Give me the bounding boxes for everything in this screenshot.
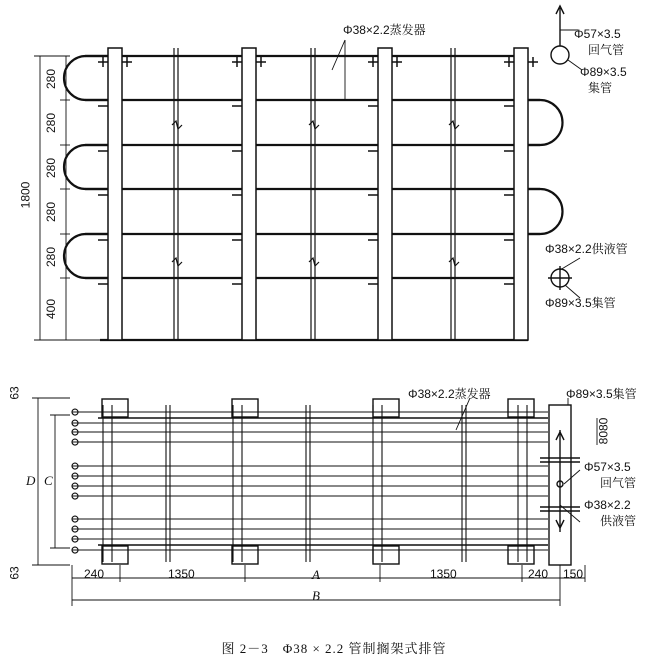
bottom-dim-h-4: 1350	[430, 567, 457, 581]
bottom-spacing-label: 8080	[596, 417, 611, 445]
bottom-dim-top: 63	[7, 386, 22, 400]
top-return-pipe-size: Φ57×3.5	[574, 27, 621, 41]
top-clamps	[98, 57, 538, 284]
bottom-dim-h-5: 240	[528, 567, 549, 581]
figure-caption: 图 2－3 Φ38 × 2.2 管制搁架式排管	[221, 641, 447, 656]
top-dim-row-3: 280	[44, 157, 59, 179]
bottom-dim-h-1: 240	[84, 567, 105, 581]
top-dim-row-5: 280	[44, 246, 59, 268]
bottom-dim-C: C	[44, 473, 53, 488]
bottom-dim-D: D	[26, 473, 36, 488]
bottom-pipe-ends	[72, 409, 78, 553]
bottom-dim-h-6: 150	[563, 567, 584, 581]
top-header-pipe-label-2: Φ89×3.5集管	[545, 296, 616, 310]
bottom-supply-pipe-size: Φ38×2.2	[584, 498, 631, 512]
bottom-return-pipe-name: 回气管	[600, 476, 637, 490]
bottom-header-pipe-label: Φ89×3.5集管	[566, 387, 637, 401]
bottom-supply-pipe-name: 供液管	[600, 514, 637, 528]
top-view	[34, 6, 582, 340]
top-leaders	[332, 30, 582, 298]
top-dim-row-4: 280	[44, 201, 59, 223]
top-frame-columns	[108, 48, 528, 340]
top-left-ubends	[64, 56, 108, 278]
bottom-dim-h-2: 1350	[168, 567, 195, 581]
top-right-ubends	[528, 100, 563, 234]
bottom-evaporator-label: Φ38×2.2蒸发器	[408, 387, 491, 401]
top-evaporator-label: Φ38×2.2蒸发器	[343, 23, 426, 37]
top-dim-row-2: 280	[44, 112, 59, 134]
top-hangers	[174, 48, 455, 340]
top-dim-row-1: 280	[44, 68, 59, 90]
bottom-dim-B: B	[312, 588, 320, 603]
bottom-dim-h-3: A	[312, 567, 320, 582]
top-dim-row-6: 400	[44, 298, 59, 320]
bottom-return-pipe-size: Φ57×3.5	[584, 460, 631, 474]
bottom-header-box	[540, 405, 580, 565]
top-supply-pipe-label: Φ38×2.2供液管	[545, 242, 628, 256]
top-dim-total: 1800	[18, 181, 33, 209]
bottom-dimensions	[32, 398, 585, 606]
top-dimensions	[34, 56, 100, 340]
top-return-pipe-name: 回气管	[588, 43, 625, 57]
top-header-pipe-name: 集管	[588, 81, 613, 95]
top-header-pipe-size: Φ89×3.5	[580, 65, 627, 79]
top-evaporator-pipes	[85, 56, 540, 340]
bottom-dim-bottom: 63	[7, 566, 22, 580]
